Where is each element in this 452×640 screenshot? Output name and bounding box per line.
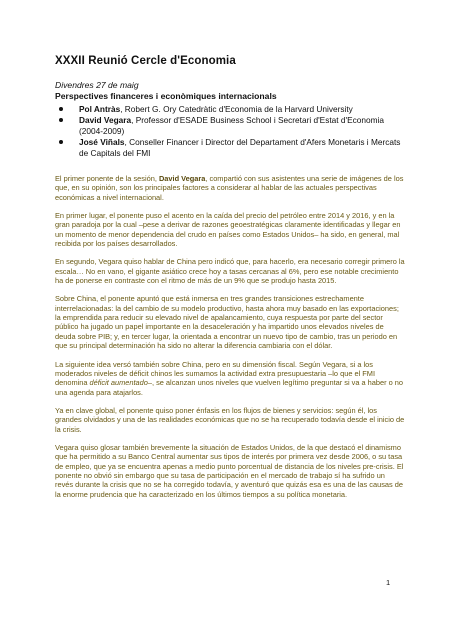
speaker-item	[55, 137, 405, 159]
speaker-name: Pol Antràs	[79, 104, 121, 114]
paragraph-1	[55, 174, 405, 202]
speakers-list	[55, 104, 405, 159]
event-date: Divendres 27 de maig	[55, 80, 139, 90]
speaker-item	[55, 115, 405, 137]
paragraph-3: En segundo, Vegara quiso hablar de China pero indicó que, para hacerlo, era necesario corregir primero la escala… No en vano, el gigante asiático crece hoy a tasas cercanas al 6%, pero ese notable crecimiento ha de ponerse en contraste con el ritmo de más de un 9% que se produjo hasta 2015.	[55, 257, 405, 286]
bullet-icon	[59, 118, 63, 122]
page-number: 1	[386, 578, 391, 587]
paragraph-5-start: La siguiente idea versó también sobre China, pero en su dimensión fiscal. Según Vegara, si a los moderados niveles de déficit chinos les sumamos la actividad extra presupuestaria –lo que el FMI denomina	[55, 359, 376, 388]
speaker-role: , Conseller Financer i Director del Departament d'Afers Monetaris i Mercats de Capitals del FMI	[79, 136, 401, 158]
paragraph-1-end: , compartió con sus asistentes una serie de imágenes de los que, en su opinión, son los principales factores a considerar al hablar de las actuales perspectivas económicas a nivel internacional.	[55, 174, 404, 202]
speaker-name: David Vegara	[79, 114, 132, 125]
bullet-icon	[59, 107, 63, 111]
paragraph-1-start: El primer ponente de la sesión,	[55, 174, 159, 183]
speaker-item	[55, 104, 405, 115]
speaker-role: , Professor d'ESADE Business School i Secretari d'Estat d'Economia (2004-2009)	[79, 114, 384, 136]
paragraph-6: Ya en clave global, el ponente quiso poner énfasis en los flujos de bienes y servicios: según él, los grandes olvidados y una de las realidades económicas que no se ha recuperado todavía desde el inicio de la crisis.	[55, 405, 405, 434]
article-body	[55, 174, 405, 508]
paragraph-5	[55, 360, 405, 397]
italic-term: déficit aumentado	[89, 378, 148, 388]
paragraph-5-end: –, se alcanzan unos niveles que vuelven legítimo preguntar si va a haber o no una agenda para atajarlos.	[55, 378, 403, 397]
paragraph-7: Vegara quiso glosar también brevemente la situación de Estados Unidos, de la que destacó el dinamismo que ha permitido a su Banco Central aumentar sus tipos de interés por primera vez desde 2006, o su tasa de empleo, que ya se encuentra apenas a medio punto porcentual de distancia de los niveles pre-crisis. El ponente no obvió sin embargo que su tasa de participación en el mercado de trabajo sí ha sufrido un revés durante la crisis que no se ha corregido todavía, y aventuró que quizás esa es una de las causas de la enorme prudencia que ha caracterizado en los últimos tiempos a su política monetaria.	[55, 442, 404, 499]
paragraph-4: Sobre China, el ponente apuntó que está inmersa en tres grandes transiciones estrechamente interrelacionadas: la del cambio de su modelo productivo, hasta ahora muy basado en las exportaciones; la emprendida para reducir su elevado nivel de apalancamiento, cuya respuesta por parte del sector público ha jugado un papel importante en la desaceleración y ha impartido unos elevados niveles de deuda sobre PIB; y, en tercer lugar, la orientada a encontrar un nuevo tipo de cambio, tras un periodo en que su principal determinación ha sido no alterar la diferencia cambiaria con el dólar.	[55, 294, 399, 351]
speaker-name: José Viñals	[79, 136, 125, 147]
paragraph-2: En primer lugar, el ponente puso el acento en la caída del precio del petróleo entre 2014 y 2016, y en la gran paradoja por la cual –pese a derivar de razones geoestratégicas claramente identificadas y llegar en un momento de menor dependencia del crudo en países como Estados Unidos– ha sido, en general, mal recibida por los países desarrollados.	[55, 211, 401, 249]
session-subtitle: Perspectives financeres i econòmiques internacionals	[55, 91, 277, 101]
speaker-role: , Robert G. Ory Catedràtic d'Economia de la Harvard University	[120, 104, 353, 114]
bullet-icon	[59, 140, 63, 144]
document-title: XXXII Reunió Cercle d'Economia	[55, 55, 236, 67]
speaker-highlight: David Vegara	[158, 174, 206, 183]
